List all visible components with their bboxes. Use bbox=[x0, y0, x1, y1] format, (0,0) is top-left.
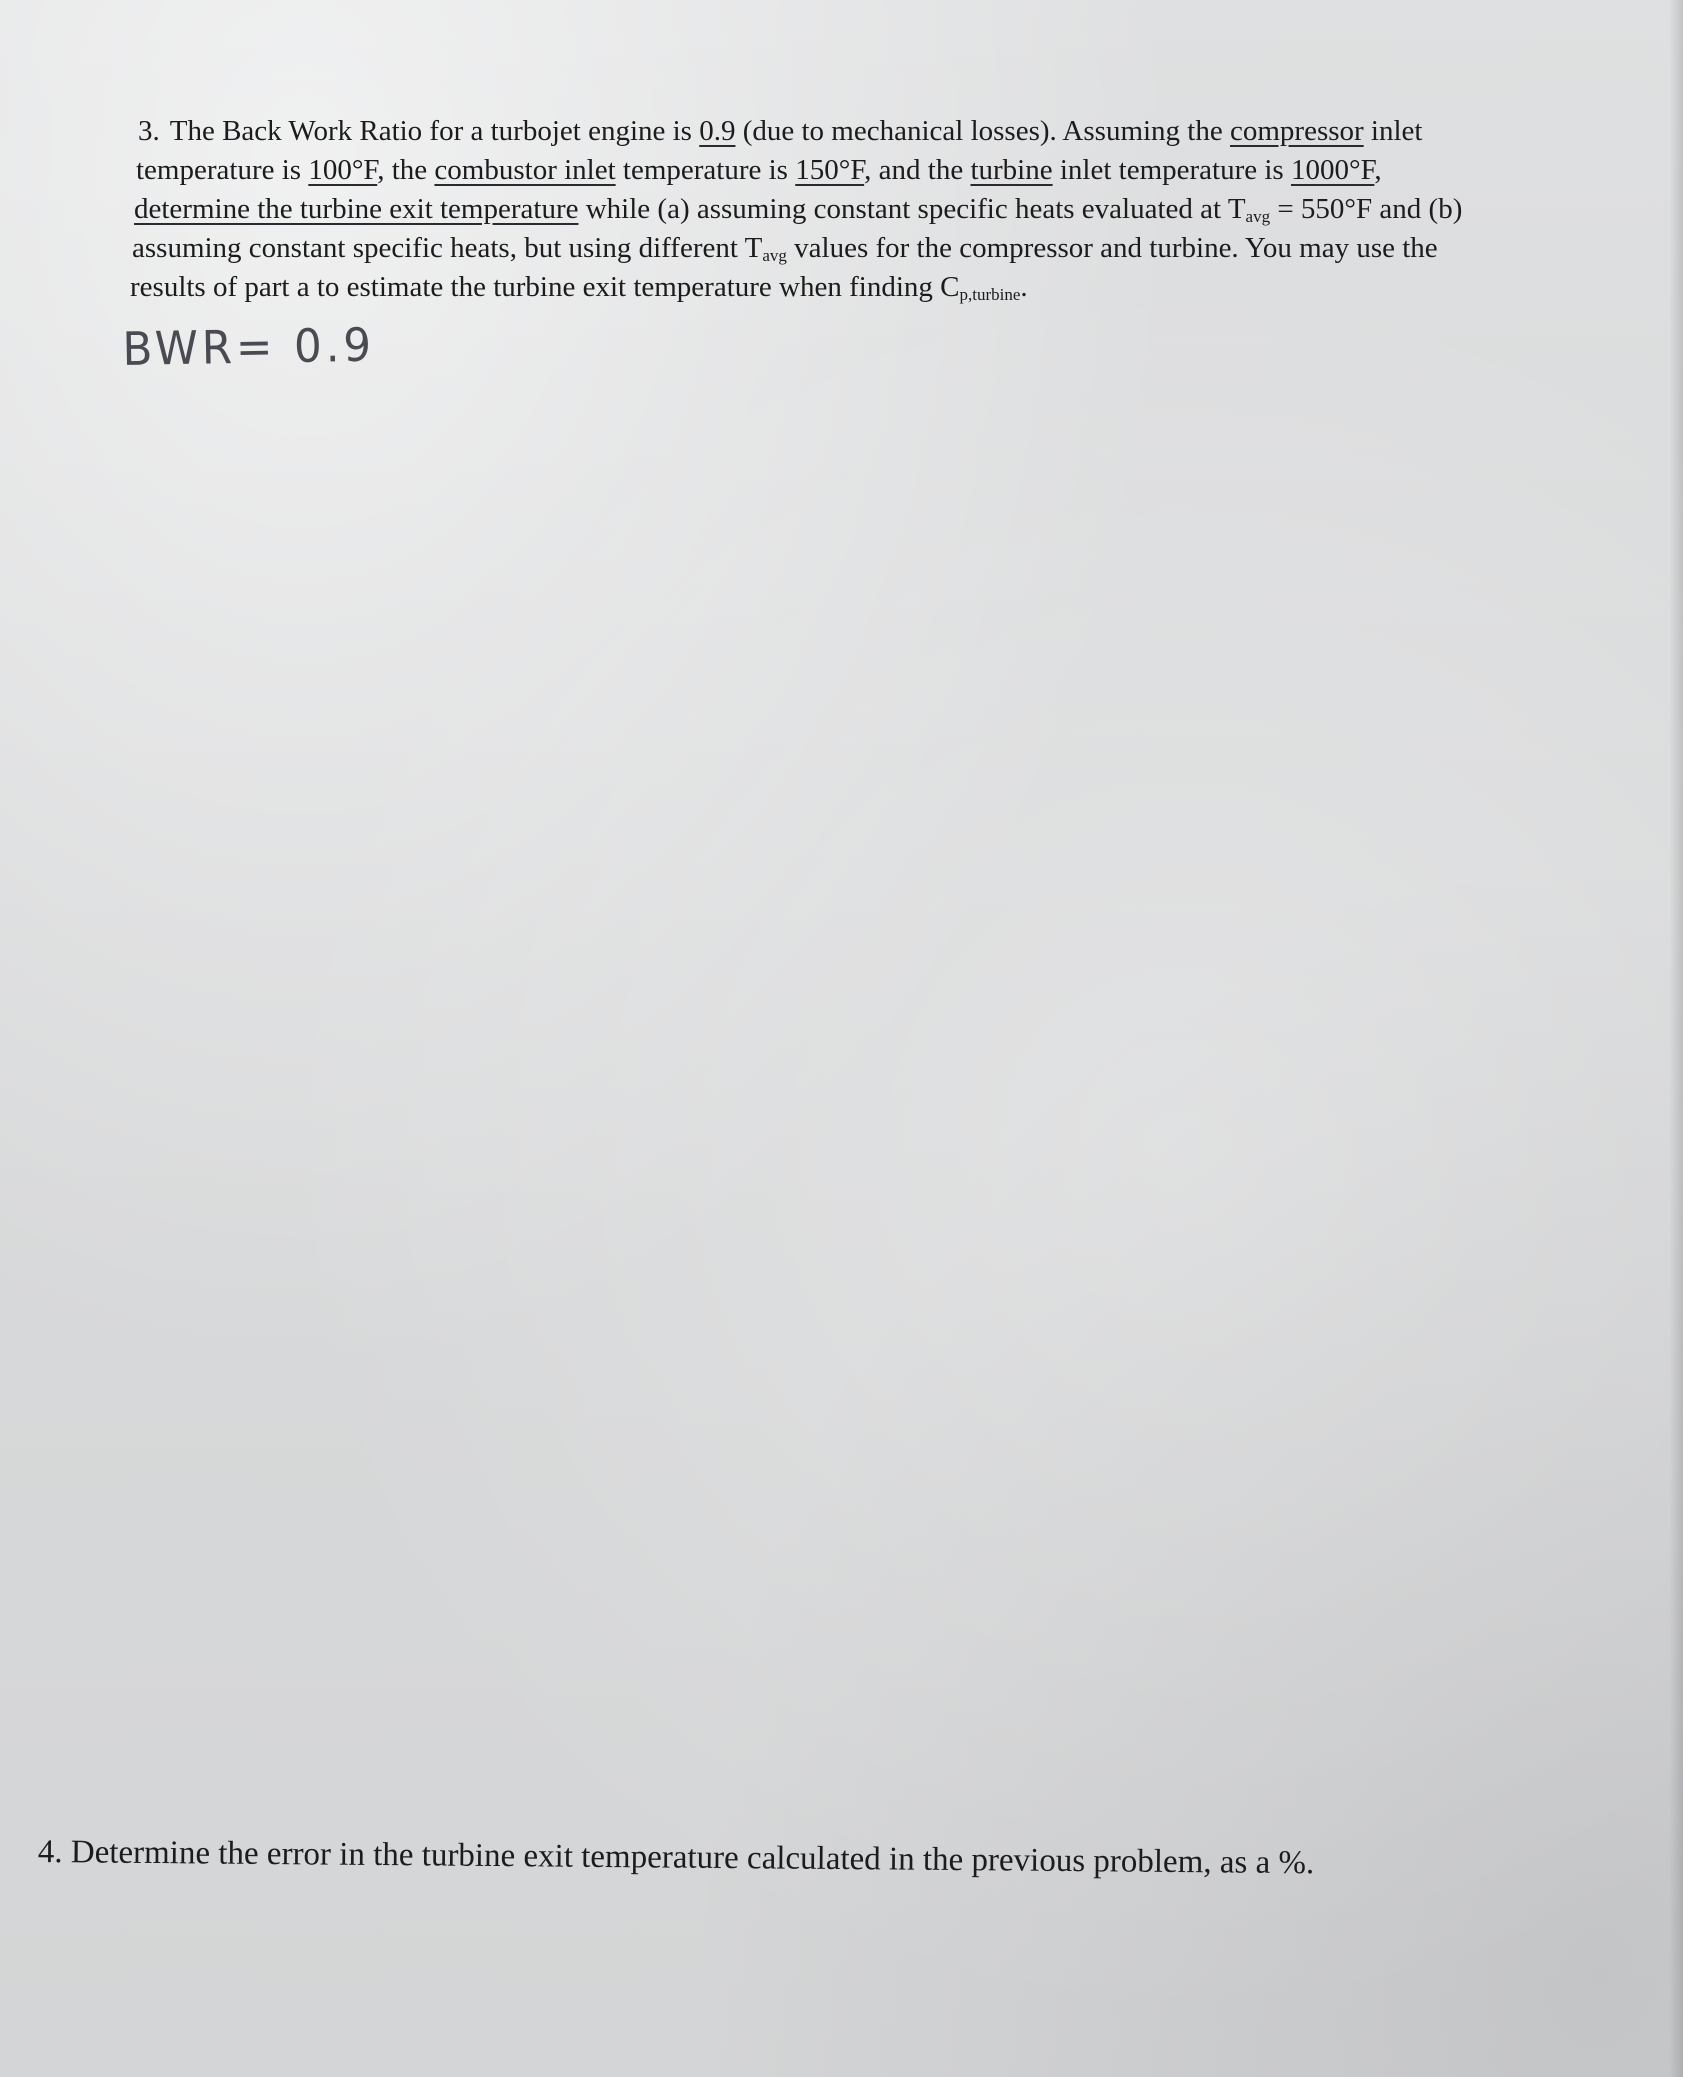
subscript-cp-turbine: p,turbine bbox=[959, 285, 1021, 304]
combustor-inlet-term: combustor inlet bbox=[434, 154, 616, 186]
turbine-term: turbine bbox=[970, 154, 1053, 186]
problem-3-line-3 bbox=[134, 190, 1670, 229]
task-statement: determine the turbine exit temperature bbox=[134, 193, 579, 225]
problem-4 bbox=[38, 1832, 1638, 1886]
problem-3-line-2 bbox=[136, 151, 1670, 190]
text-segment: (due to mechanical losses). Assuming the bbox=[735, 115, 1230, 147]
problem-4-text: Determine the error in the turbine exit temperature calculated in the previous problem, as a %. bbox=[70, 1834, 1315, 1882]
problem-3-line-1 bbox=[138, 112, 1670, 151]
text-segment: . bbox=[1020, 271, 1028, 303]
text-segment: , and the bbox=[864, 154, 971, 186]
text-segment: inlet temperature is bbox=[1052, 154, 1291, 186]
compressor-inlet-temp: 100°F bbox=[308, 154, 378, 186]
problem-3-line-4 bbox=[132, 229, 1670, 268]
text-segment: = 550°F and (b) bbox=[1270, 193, 1463, 225]
text-segment: inlet bbox=[1363, 115, 1423, 147]
page-edge-shadow bbox=[1669, 0, 1683, 2077]
text-segment: The Back Work Ratio for a turbojet engine is bbox=[169, 115, 700, 147]
problem-3-number: 3. bbox=[138, 115, 160, 147]
problem-3-line-5 bbox=[130, 268, 1670, 307]
text-segment: while (a) assuming constant specific heats evaluated at T bbox=[578, 193, 1246, 225]
problem-3 bbox=[130, 112, 1670, 307]
handwritten-note: BWR= 0.9 bbox=[122, 317, 376, 376]
bwr-value: 0.9 bbox=[699, 115, 736, 147]
text-segment: , the bbox=[377, 154, 435, 186]
problem-4-number: 4. bbox=[37, 1833, 63, 1871]
subscript-avg: avg bbox=[1245, 207, 1271, 226]
text-segment: , bbox=[1374, 154, 1382, 186]
turbine-inlet-temp: 1000°F bbox=[1290, 154, 1375, 186]
text-segment: values for the compressor and turbine. You may use the bbox=[786, 232, 1438, 264]
compressor-term: compressor bbox=[1229, 115, 1364, 147]
subscript-avg: avg bbox=[762, 246, 787, 265]
text-segment: results of part a to estimate the turbine exit temperature when finding C bbox=[130, 271, 960, 303]
text-segment: temperature is bbox=[136, 154, 309, 186]
text-segment: assuming constant specific heats, but using different T bbox=[132, 232, 763, 264]
text-segment: temperature is bbox=[615, 154, 796, 186]
combustor-inlet-temp: 150°F bbox=[795, 154, 865, 186]
